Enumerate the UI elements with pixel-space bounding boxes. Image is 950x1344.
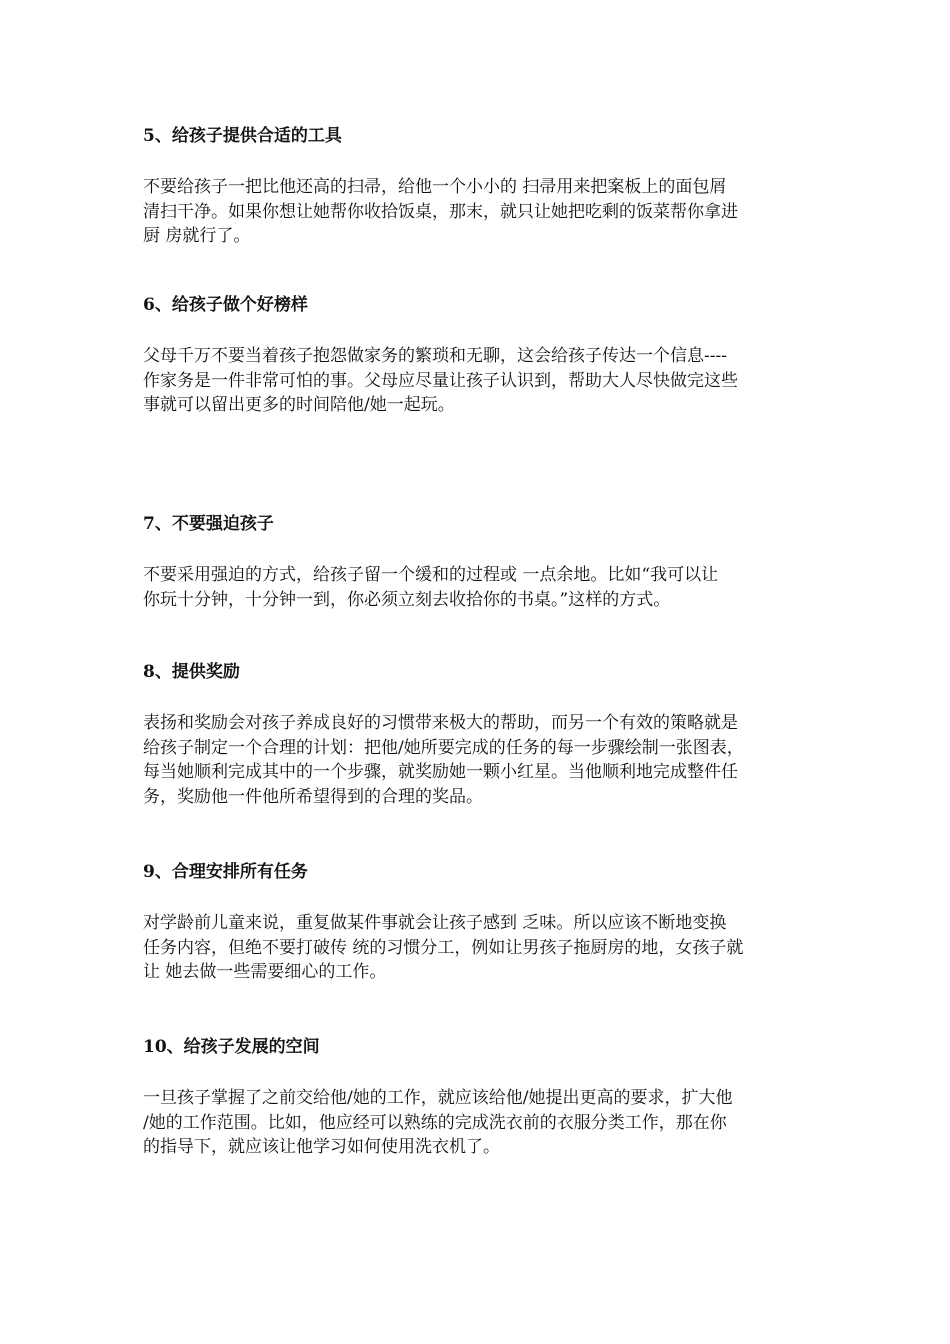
paragraph-line: 你玩十分钟，十分钟一到，你必须立刻去收拾你的书桌。”这样的方式。 xyxy=(143,589,671,610)
section-paragraph xyxy=(143,711,823,809)
paragraph-line: 务，奖励他一件他所希望得到的合理的奖品。 xyxy=(143,786,483,807)
paragraph-line: 每当她顺利完成其中的一个步骤，就奖励她一颗小红星。当他顺利地完成整件任 xyxy=(143,762,738,782)
paragraph-line: /她的工作范围。比如，他应经可以熟练的完成洗衣前的衣服分类工作，那在你 xyxy=(143,1112,727,1133)
section-paragraph xyxy=(143,1086,823,1160)
section-heading: 9、合理安排所有任务 xyxy=(143,862,308,882)
paragraph-line: 不要给孩子一把比他还高的扫帚，给他一个小小的 扫帚用来把案板上的面包屑 xyxy=(143,177,727,197)
section-7 xyxy=(143,512,823,612)
section-heading: 7、不要强迫孩子 xyxy=(143,514,274,534)
section-paragraph xyxy=(143,911,823,985)
section-paragraph xyxy=(143,175,823,249)
paragraph-line: 让 她去做一些需要细心的工作。 xyxy=(143,962,387,982)
paragraph-line: 表扬和奖励会对孩子养成良好的习惯带来极大的帮助，而另一个有效的策略就是 xyxy=(143,713,738,733)
section-heading: 10、给孩子发展的空间 xyxy=(143,1037,320,1057)
paragraph-line: 任务内容，但绝不要打破传 统的习惯分工，例如让男孩子拖厨房的地，女孩子就 xyxy=(143,937,744,958)
paragraph-line: 一旦孩子掌握了之前交给他/她的工作，就应该给他/她提出更高的要求，扩大他 xyxy=(143,1088,733,1108)
section-9 xyxy=(143,860,823,985)
paragraph-line: 的指导下，就应该让他学习如何使用洗衣机了。 xyxy=(143,1137,500,1157)
section-10 xyxy=(143,1035,823,1160)
section-paragraph xyxy=(143,344,823,418)
paragraph-line: 不要采用强迫的方式，给孩子留一个缓和的过程或 一点余地。比如“我可以让 xyxy=(143,565,719,585)
section-paragraph xyxy=(143,563,823,612)
paragraph-line: 清扫干净。如果你想让她帮你收拾饭桌，那末，就只让她把吃剩的饭菜帮你拿进 xyxy=(143,201,738,222)
paragraph-line: 作家务是一件非常可怕的事。父母应尽量让孩子认识到，帮助大人尽快做完这些 xyxy=(143,370,738,391)
paragraph-line: 事就可以留出更多的时间陪他/她一起玩。 xyxy=(143,395,455,415)
section-6 xyxy=(143,293,823,418)
section-heading: 5、给孩子提供合适的工具 xyxy=(143,126,342,146)
paragraph-line: 给孩子制定一个合理的计划：把他/她所要完成的任务的每一步骤绘制一张图表， xyxy=(143,737,744,758)
section-heading: 6、给孩子做个好榜样 xyxy=(143,295,308,315)
section-5 xyxy=(143,124,823,249)
paragraph-line: 对学龄前儿童来说，重复做某件事就会让孩子感到 乏味。所以应该不断地变换 xyxy=(143,913,727,933)
paragraph-line: 厨 房就行了。 xyxy=(143,226,251,246)
section-heading: 8、提供奖励 xyxy=(143,662,240,682)
paragraph-line: 父母千万不要当着孩子抱怨做家务的繁琐和无聊，这会给孩子传达一个信息---- xyxy=(143,346,727,366)
section-8 xyxy=(143,660,823,809)
